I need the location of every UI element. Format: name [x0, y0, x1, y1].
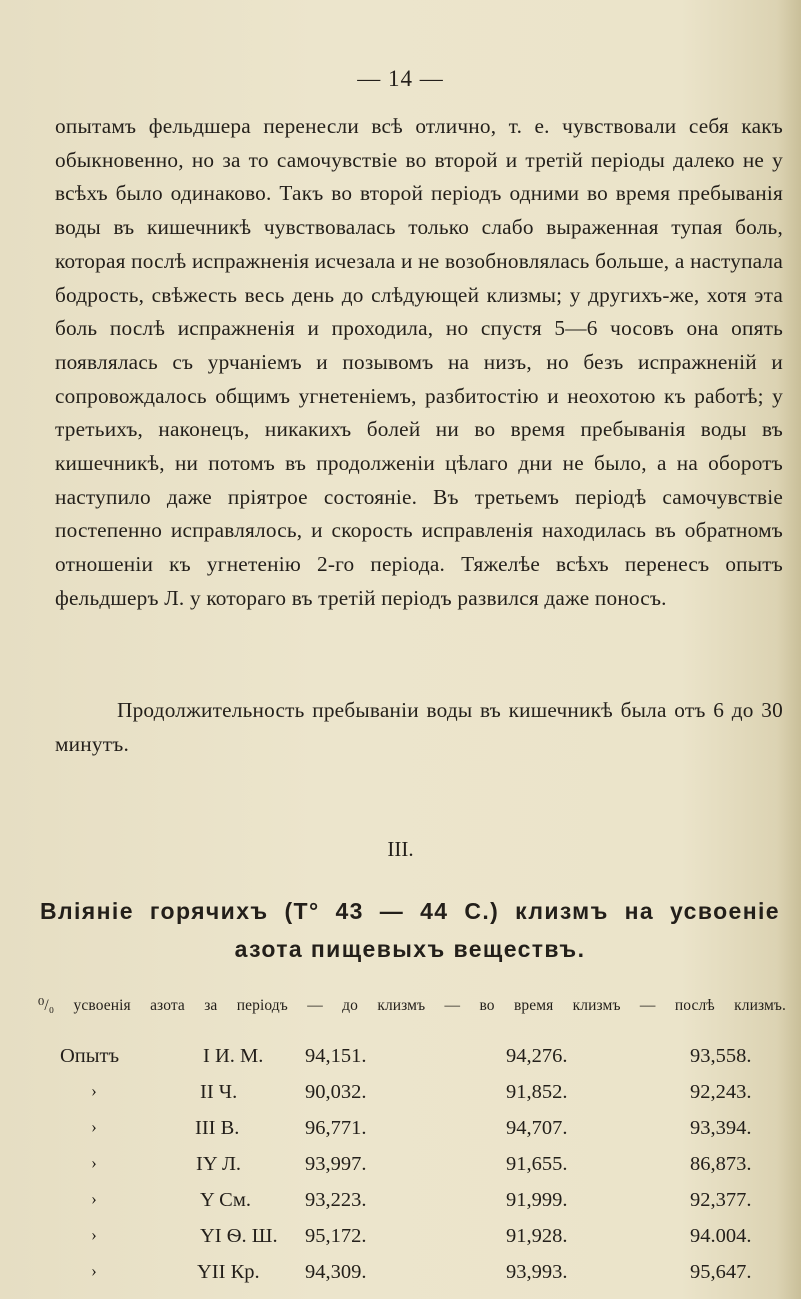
ditto-mark: › — [91, 1117, 97, 1136]
row-subject: II Ч. — [200, 1081, 238, 1103]
ditto-mark: › — [91, 1081, 97, 1100]
table-row — [0, 1045, 801, 1077]
value-before: 95,172. — [305, 1225, 367, 1247]
section-title-line-1: Вліяніе горячихъ (T° 43 — 44 С.) клизмъ на усвоеніе — [40, 898, 780, 924]
body-paragraph-2: Продолжительность пребываніи воды въ кишечникѣ была отъ 6 до 30 минутъ. — [55, 698, 783, 756]
row-subject: III В. — [195, 1117, 240, 1139]
row-subject: I И. М. — [203, 1045, 264, 1067]
table-caption: ⁰/₀ усвоенія азота за періодъ — до клизмъ — во время клизмъ — послѣ клизмъ. — [38, 997, 786, 1014]
row-label: Опытъ — [60, 1045, 120, 1067]
value-after: 93,394. — [690, 1117, 752, 1139]
ditto-mark: › — [91, 1189, 97, 1208]
section-number: III. — [387, 837, 414, 861]
table-row — [0, 1117, 801, 1149]
ditto-mark: › — [91, 1261, 97, 1280]
value-after: 94.004. — [690, 1225, 752, 1247]
table-row — [0, 1153, 801, 1185]
value-after: 92,377. — [690, 1189, 752, 1211]
body-paragraph-1: опытамъ фельдшера перенесли всѣ отлично, т. е. чувствовали себя какъ обыкновенно, но за то самочувствіе во второй и третій періоды далеко не у всѣхъ было одинаково. Такъ во второй періодъ одними во время пребыванія воды въ кишечникѣ чувствовалась только слабо выраженная тупая боль, которая послѣ испражненія исчезала и не возобновлялась больше, а наступала бодрость, свѣжесть весь день до слѣдующей клизмы; у другихъ-же, хотя эта боль послѣ испражненія и проходила, но спустя 5—6 чосовъ она опять появлялась съ урчаніемъ и позывомъ на низъ, но безъ испражненій и сопровождалось общимъ угнетеніемъ, разбитостію и неохотою къ работѣ; у третьихъ, наконецъ, никакихъ болей ни во время пребыванія воды въ кишечникѣ, ни потомъ въ продолженіи цѣлаго дни не было, а на оборотъ наступило даже пріятрое состояніе. Въ третьемъ періодѣ самочувствіе постепенно исправлялось, и скорость исправленія находилась въ обратномъ отношеніи къ угнетенію 2-го періода. Тяжелѣе всѣхъ перенесъ опытъ фельдшеръ Л. у котораго въ третій періодъ развился даже поносъ. — [55, 114, 783, 610]
value-during: 94,707. — [506, 1117, 568, 1139]
row-subject: Y См. — [200, 1189, 251, 1211]
value-during: 91,655. — [506, 1153, 568, 1175]
value-during: 91,999. — [506, 1189, 568, 1211]
ditto-mark: › — [91, 1153, 97, 1172]
table-row — [0, 1225, 801, 1257]
value-before: 93,997. — [305, 1153, 367, 1175]
table-row — [0, 1261, 801, 1293]
value-during: 93,993. — [506, 1261, 568, 1283]
value-before: 96,771. — [305, 1117, 367, 1139]
value-before: 93,223. — [305, 1189, 367, 1211]
row-subject: YII Кр. — [197, 1261, 260, 1283]
table-row — [0, 1081, 801, 1113]
value-before: 90,032. — [305, 1081, 367, 1103]
value-after: 93,558. — [690, 1045, 752, 1067]
value-after: 95,647. — [690, 1261, 752, 1283]
ditto-mark: › — [91, 1225, 97, 1244]
page-number: — 14 — — [357, 66, 444, 91]
table-row — [0, 1189, 801, 1221]
value-during: 91,928. — [506, 1225, 568, 1247]
value-after: 92,243. — [690, 1081, 752, 1103]
value-during: 91,852. — [506, 1081, 568, 1103]
value-after: 86,873. — [690, 1153, 752, 1175]
value-before: 94,309. — [305, 1261, 367, 1283]
row-subject: YI Ѳ. Ш. — [200, 1225, 278, 1247]
section-title-line-2: азота пищевыхъ веществъ. — [234, 936, 586, 962]
value-before: 94,151. — [305, 1045, 367, 1067]
row-subject: IY Л. — [196, 1153, 242, 1175]
value-during: 94,276. — [506, 1045, 568, 1067]
